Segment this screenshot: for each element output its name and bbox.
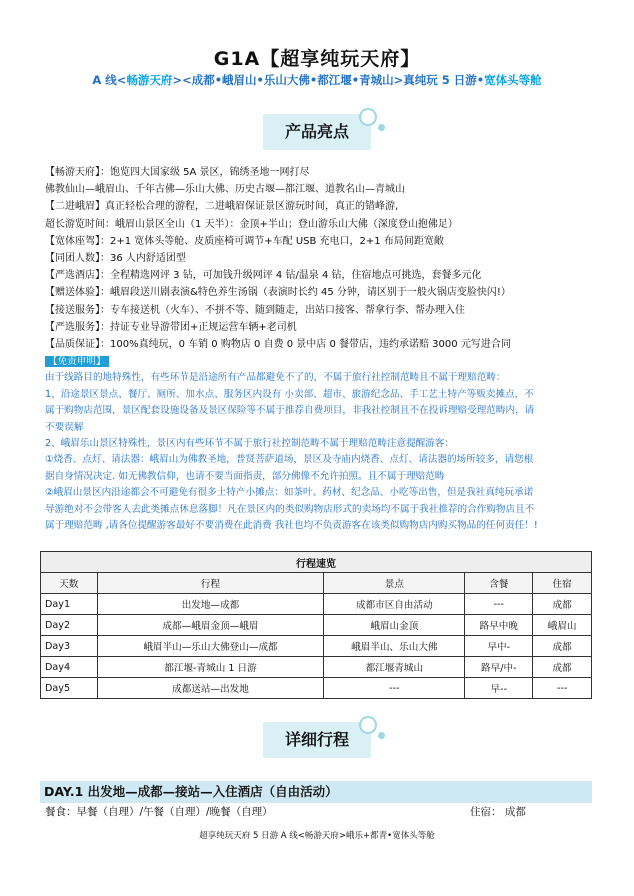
schedule-header-row: [41, 573, 592, 594]
disclaimer-line: 1、沿途景区景点、餐厅、厕所、加水点、服务区内设有 小卖部、超市、旅游纪念品、手工艺土特产等贩卖摊点，不: [45, 388, 534, 400]
highlight-text: ：全程精选网评 3 钻，可加钱升级网评 4 钻/温泉 4 钻，住宿地点可挑选，套餐多元化: [100, 270, 482, 282]
highlight-text: ：100%真纯玩，0 车销 0 购物店 0 自费 0 景中店 0 餐带店，违约承诺赔 3000 元写进合同: [100, 339, 511, 351]
disclaimer-line: 由于线路目的地特殊性，有些环节是沿途所有产品都避免不了的，不属于旅行社控制范畴且不属于理赔范畴：: [45, 372, 506, 384]
highlight-key: 【品质保证】: [45, 339, 100, 351]
highlight-text: ：持证专业导游带团+正规运营车辆+老司机: [100, 321, 297, 333]
subtitle-part-a: A 线<: [92, 73, 127, 87]
disclaimer-heading: [45, 354, 597, 370]
highlight-item: [45, 336, 595, 353]
schedule-column-header: 含餐: [465, 573, 533, 594]
highlight-key: 【严选服务】: [45, 321, 100, 333]
highlight-key: 【严选酒店】: [45, 270, 100, 282]
schedule-row: [41, 657, 592, 678]
decor-bubble-icon: [359, 108, 377, 126]
schedule-cell-route: 都江堰-青城山 1 日游: [97, 657, 324, 678]
highlight-item: [45, 319, 595, 336]
schedule-row: [41, 636, 592, 657]
disclaimer-line: ①烧香、点灯、请法器：峨眉山为佛教圣地，普贤菩萨道场，景区及寺庙内烧香、点灯、请法器的场所较多，请您根: [45, 454, 534, 466]
schedule-cell-meals: 早中-: [465, 636, 533, 657]
disclaimer-lines: [45, 370, 597, 534]
schedule-cell-stay: 成都: [533, 594, 592, 615]
decor-bubble-icon: [359, 716, 377, 734]
subtitle-part-d: 宽体头等舱: [484, 73, 542, 87]
disclaimer-line: ②峨眉山景区内沿途都会不可避免有很多土特产小摊点：如茶叶、药材、纪念品、小吃等出售，但是我社真纯玩承诺: [45, 487, 534, 499]
highlights-badge-label: 产品亮点: [284, 122, 349, 141]
schedule-cell-stay: 成都: [533, 636, 592, 657]
highlight-text: ：专车接送机（火车）、不拼不等、随到随走，出站口接客、帮拿行李、帮办理入住: [100, 304, 465, 316]
highlight-key: 【宽体座驾】: [45, 235, 100, 247]
highlight-text: 超长游览时间：峨眉山景区全山（1 天半）：金顶+半山；登山游乐山大佛（深度登山抱佛足）: [45, 218, 458, 230]
schedule-cell-route: 成都—峨眉金顶—峨眉: [97, 615, 324, 636]
detail-badge-label: 详细行程: [284, 730, 349, 749]
highlight-text: 佛教仙山—峨眉山、千年古佛—乐山大佛、历史古堰—都江堰、道教名山—青城山: [45, 184, 405, 196]
highlight-key: 【畅游天府】: [45, 167, 100, 178]
schedule-cell-spots: 成都市区自由活动: [324, 594, 465, 615]
schedule-column-header: 天数: [41, 573, 98, 594]
subtitle-part-b: 畅游天府: [126, 73, 173, 87]
disclaimer-line: 导游绝对不会带客人去此类摊点休息落脚！凡在景区内的类似购物店形式的卖场均不属于我社推荐的合作购物店且不: [45, 503, 535, 515]
schedule-cell-route: 成都送站—出发地: [97, 678, 324, 699]
schedule-cell-day: Day4: [41, 657, 98, 678]
disclaimer-line: 据自身情况决定. 如无佛教信仰，也请不要当面指责，部分佛像不允许拍照。且不属于理赔范畴: [45, 470, 445, 482]
schedule-cell-day: Day2: [41, 615, 98, 636]
subtitle: [0, 72, 634, 88]
highlight-item: [45, 233, 595, 250]
schedule-cell-route: 出发地—成都: [97, 594, 324, 615]
schedule-row: [41, 594, 592, 615]
schedule-cell-spots: ---: [324, 678, 465, 699]
day1-heading: DAY.1 出发地—成都—接站—入住酒店（自由活动）: [40, 781, 592, 803]
highlight-key: 【二进峨眉】: [45, 201, 105, 213]
subtitle-part-c: ><成都•峨眉山•乐山大佛•都江堰•青城山>真纯玩 5 日游•: [172, 73, 485, 87]
day1-stay: 住宿： 成都: [470, 806, 526, 818]
page-footer: 超享纯玩天府 5 日游 A 线<畅游天府>峨乐+都青•宽体头等舱: [199, 831, 435, 841]
schedule-column-header: 住宿: [533, 573, 592, 594]
highlight-text: ：2+1 宽体头等舱、皮质座椅可调节+车配 USB 充电口，2+1 布局间距宽敞: [100, 235, 444, 247]
schedule-cell-stay: ---: [533, 678, 592, 699]
highlight-key: 【赠送体验】: [45, 287, 100, 299]
highlight-item: [45, 284, 595, 301]
schedule-row: [41, 615, 592, 636]
highlight-item: [45, 302, 595, 319]
highlights-badge: [263, 114, 371, 150]
disclaimer-line: 2、峨眉乐山景区特殊性，景区内有些环节不属于旅行社控制范畴不属于理赔范畴注意提醒游客：: [45, 438, 455, 450]
schedule-cell-meals: 路早中晚: [465, 615, 533, 636]
highlight-text: ：峨眉段送川剧表演&特色养生汤锅（表演时长约 45 分钟，请区别于一般火锅店变脸快闪!）: [100, 287, 511, 299]
schedule-cell-meals: 早--: [465, 678, 533, 699]
disclaimer-line: 不要误解: [45, 421, 84, 433]
schedule-row: [41, 678, 592, 699]
highlight-text: ：36 人内舒适团型: [100, 253, 186, 265]
schedule-cell-spots: 峨眉半山、乐山大佛: [324, 636, 465, 657]
schedule-cell-route: 峨眉半山—乐山大佛登山—成都: [97, 636, 324, 657]
highlight-text: 真正轻松合理的游程，二进峨眉保证景区游玩时间，真正的错峰游,: [105, 201, 399, 213]
highlight-item: [45, 181, 595, 198]
schedule-cell-spots: 都江堰青城山: [324, 657, 465, 678]
highlight-key: 【接送服务】: [45, 304, 100, 316]
page-title: G1A【超享纯玩天府】: [213, 48, 421, 70]
schedule-column-header: 行程: [97, 573, 324, 594]
disclaimer-section: [45, 354, 597, 534]
decor-dot-icon: [378, 124, 385, 131]
schedule-cell-day: Day1: [41, 594, 98, 615]
disclaimer-line: 属于理赔范畴 ,请各位提醒游客最好不要消费在此消费 我社也均不负责游客在该类似购物店内购买物品的任何责任！!: [45, 520, 538, 532]
highlight-item: [45, 198, 595, 215]
highlights-list: [45, 164, 595, 353]
detail-badge: [263, 722, 371, 758]
schedule-column-header: 景点: [324, 573, 465, 594]
schedule-cell-day: Day5: [41, 678, 98, 699]
schedule-cell-meals: ---: [465, 594, 533, 615]
schedule-cell-meals: 路早/中-: [465, 657, 533, 678]
schedule-cell-spots: 峨眉山金顶: [324, 615, 465, 636]
schedule-caption: 行程速览: [41, 552, 592, 573]
highlight-key: 【同团人数】: [45, 253, 100, 265]
decor-dot-icon: [378, 732, 385, 739]
schedule-table: [40, 551, 592, 699]
highlight-item: [45, 267, 595, 284]
schedule-cell-day: Day3: [41, 636, 98, 657]
disclaimer-tag: 【免责申明】: [45, 356, 109, 367]
schedule-cell-stay: 峨眉山: [533, 615, 592, 636]
highlight-item: [45, 216, 595, 233]
day1-meals: 餐食：早餐（自理）/午餐（自理）/晚餐（自理）: [45, 806, 273, 818]
highlight-item: [45, 250, 595, 267]
schedule-cell-stay: 成都: [533, 657, 592, 678]
highlight-item: [45, 164, 595, 181]
highlight-text: ：饱览四大国家级 5A 景区，锦绣圣地一网打尽: [100, 167, 310, 178]
disclaimer-line: 属于购物店范围，景区配套设施设备及景区保险等不属于推荐自费项目，非我社控制且不在投诉理赔受理范畴内，请: [45, 405, 535, 417]
